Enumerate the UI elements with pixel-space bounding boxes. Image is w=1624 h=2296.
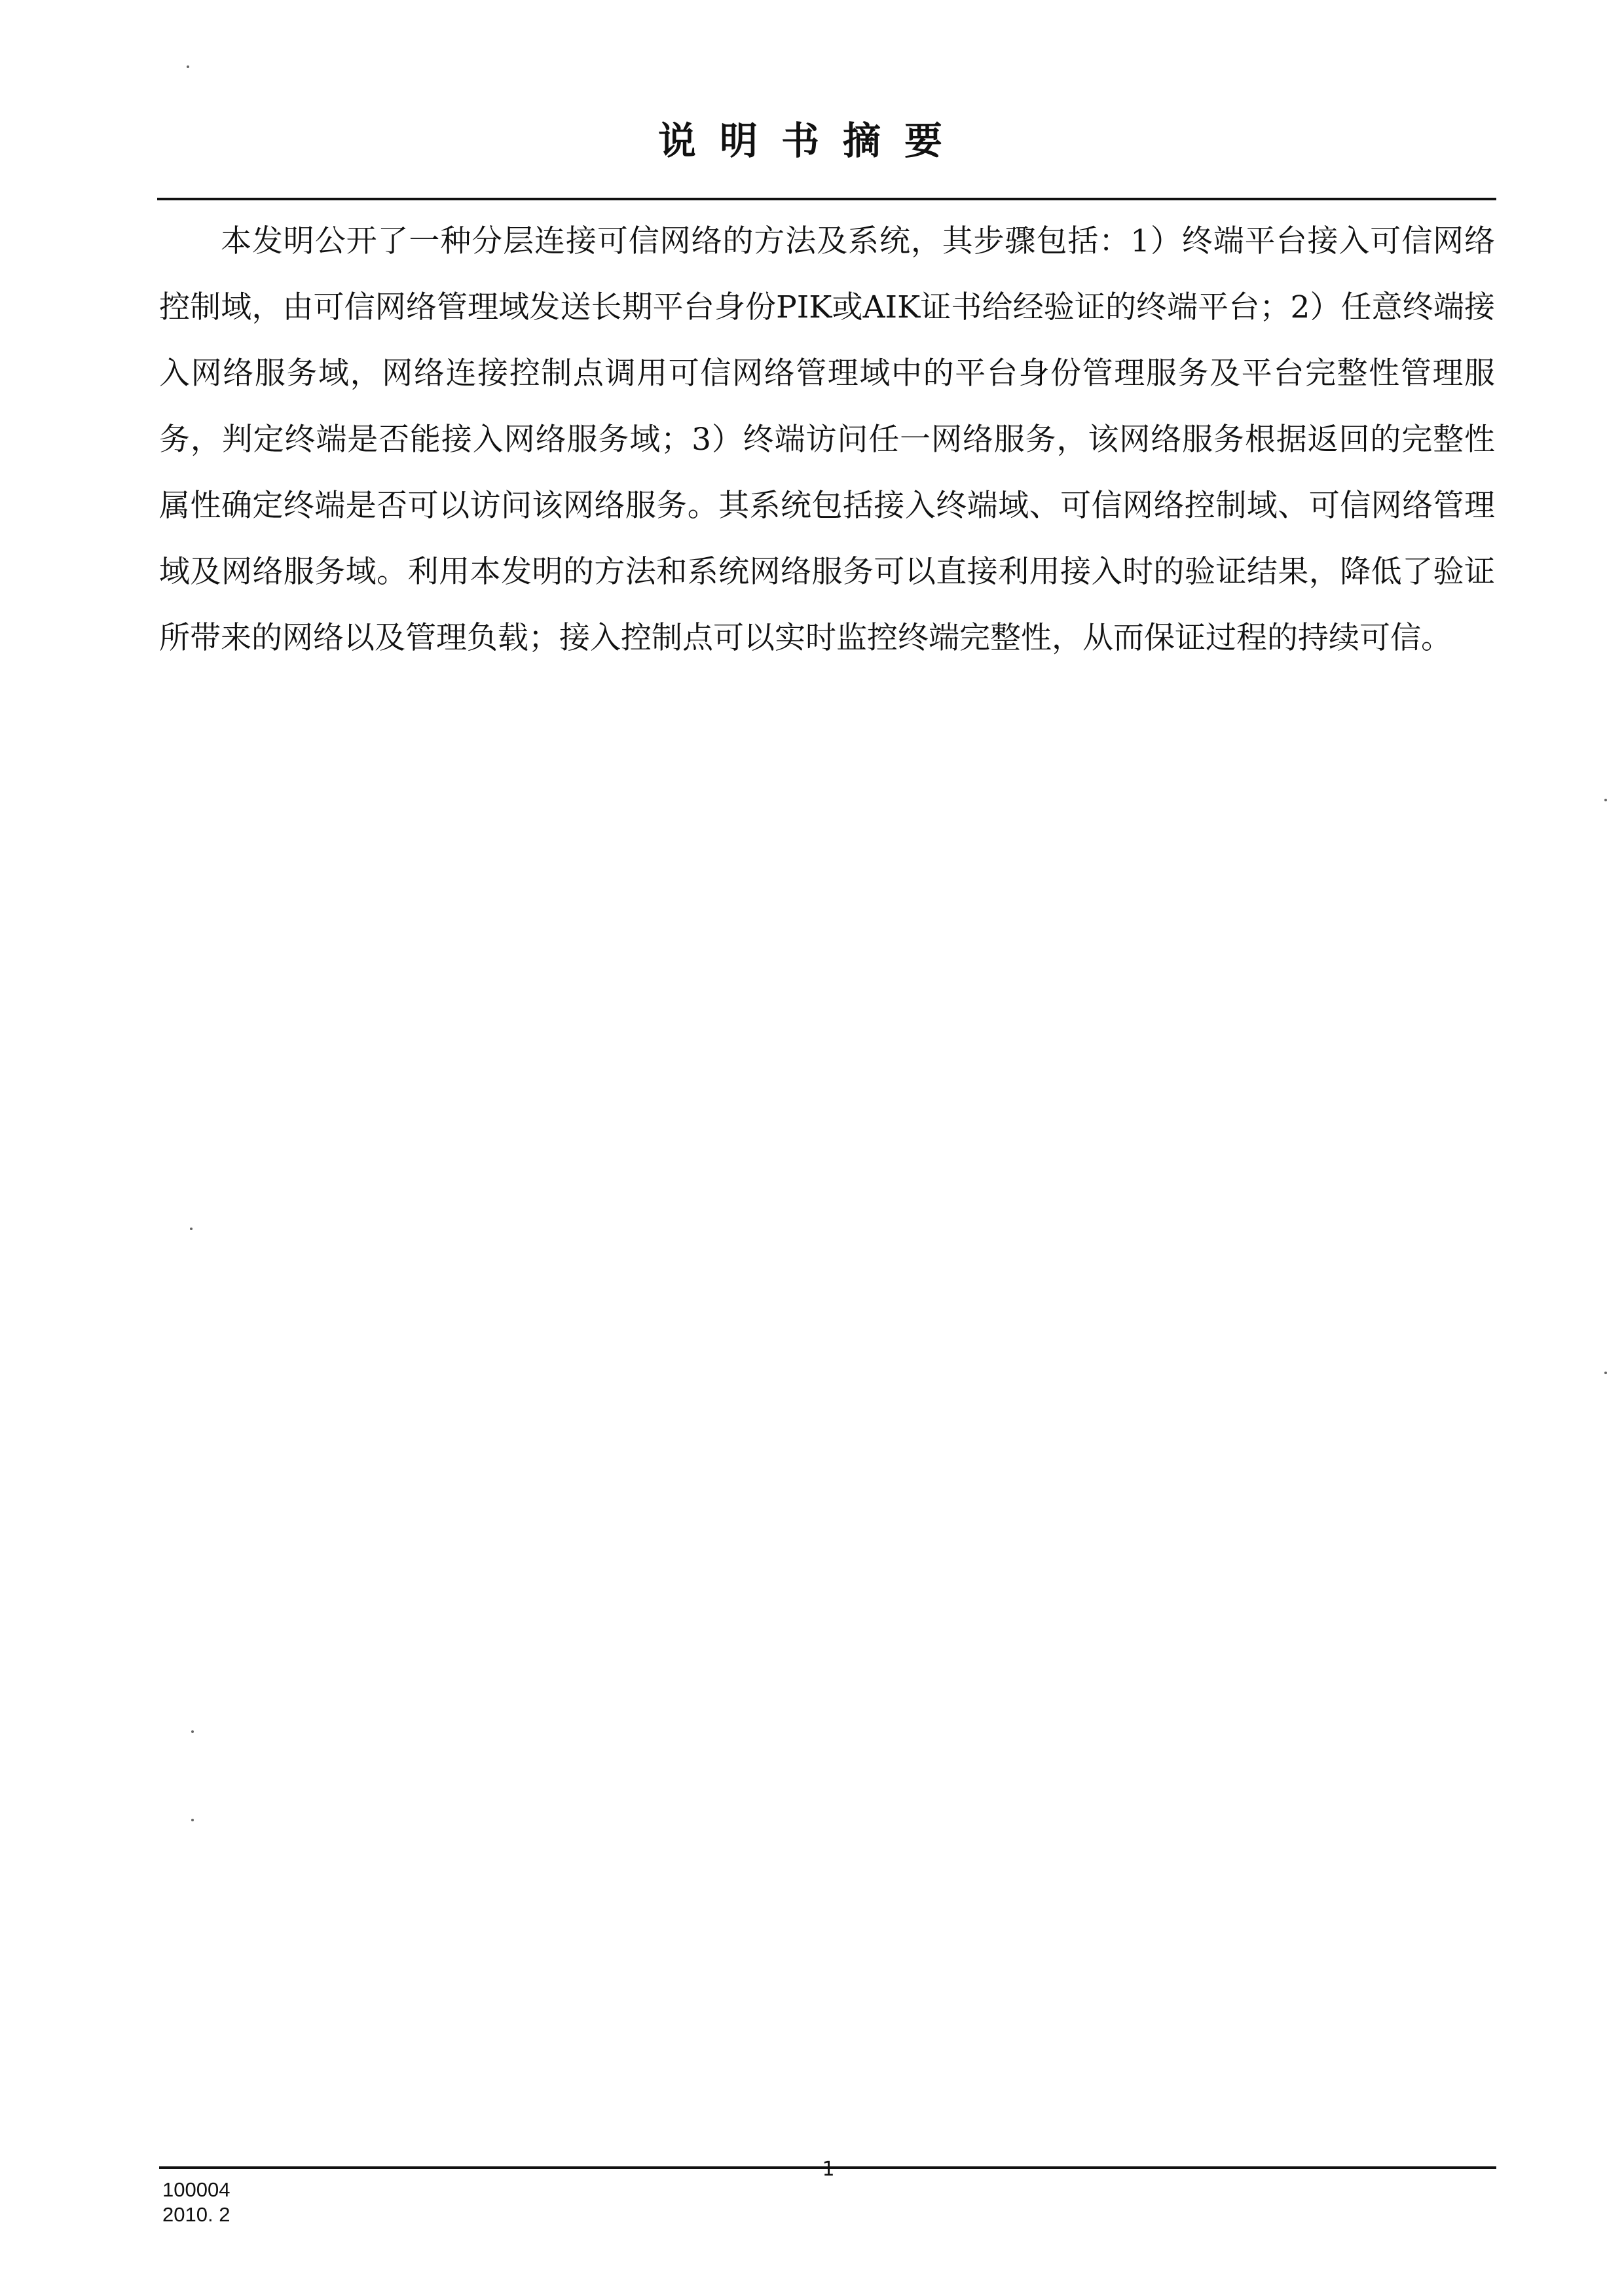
- footer-form-code: 100004: [162, 2178, 231, 2201]
- scan-speck: [190, 1228, 193, 1230]
- scan-speck: [187, 65, 189, 68]
- scan-speck: [191, 1819, 194, 1821]
- title-divider: [157, 198, 1496, 200]
- scan-speck: [1604, 1372, 1607, 1374]
- scan-speck: [191, 1730, 194, 1733]
- page-number: 1: [822, 2158, 835, 2181]
- footer-form-date: 2010. 2: [162, 2203, 231, 2226]
- page-title: 说明书摘要: [657, 118, 966, 163]
- scan-speck: [1604, 799, 1607, 801]
- abstract-paragraph: 本发明公开了一种分层连接可信网络的方法及系统，其步骤包括：1）终端平台接入可信网络控制域，由可信网络管理域发送长期平台身份PIK或AIK证书给经验证的终端平台；2）任意终端接入网络服务域，网络连接控制点调用可信网络管理域中的平台身份管理服务及平台完整性管理服务，判定终端是否能接入网络服务域；3）终端访问任一网络服务，该网络服务根据返回的完整性属性确定终端是否可以访问该网络服务。其系统包括接入终端域、可信网络控制域、可信网络管理域及网络服务域。利用本发明的方法和系统网络服务可以直接利用接入时的验证结果，降低了验证所带来的网络以及管理负载；接入控制点可以实时监控终端完整性，从而保证过程的持续可信。: [159, 223, 1495, 656]
